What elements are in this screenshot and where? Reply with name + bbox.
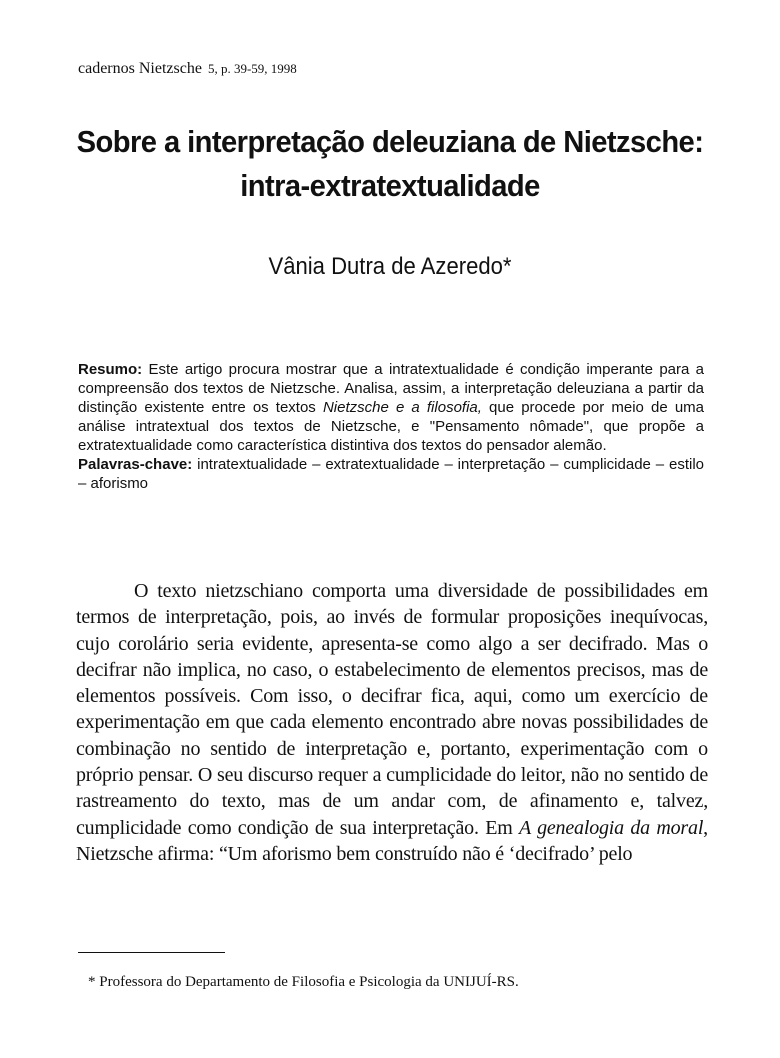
abstract-label: Resumo: xyxy=(78,361,143,378)
article-title xyxy=(61,120,719,208)
journal-name: cadernos Nietzsche xyxy=(78,60,202,77)
abstract-text-2: que procede por meio de uma análise intratextual dos textos de Nietzsche, e "Pensamento nômade", que propõe a extratextualidade como característica distintiva dos textos do pensador alemão. xyxy=(78,399,704,454)
title-line-1: Sobre a interpretação deleuziana de Nietzsche: xyxy=(76,124,704,159)
keywords-text: intratextualidade – extratextualidade – interpretação – cumplicidade – estilo – aforismo xyxy=(78,456,704,492)
footnote: * Professora do Departamento de Filosofia e Psicologia da UNIJUÍ-RS. xyxy=(88,974,519,990)
running-head xyxy=(78,60,297,78)
abstract xyxy=(78,360,704,493)
abstract-paragraph xyxy=(78,360,704,455)
author-name: Vânia Dutra de Azeredo* xyxy=(268,253,512,280)
abstract-italic-title: Nietzsche e a filosofia, xyxy=(322,399,482,416)
body-paragraph xyxy=(76,578,708,867)
issue-info: 5, p. 39-59, 1998 xyxy=(207,61,297,76)
abstract-text-1: Este artigo procura mostrar que a intratextualidade é condição imperante para a compreensão dos textos de Nietzsche. Analisa, assim, a interpretação deleuziana a partir da distinção existente entre os textos xyxy=(78,361,704,416)
title-line-2: intra-extratextualidade xyxy=(240,168,540,203)
body-text xyxy=(76,578,708,867)
body-text-part-2: , Nietzsche afirma: “Um aforismo bem construído não é ‘decifrado’ pelo xyxy=(76,816,708,865)
keywords-label: Palavras-chave: xyxy=(78,456,193,473)
body-text-part-1: O texto nietzschiano comporta uma diversidade de possibilidades em termos de interpretação, pois, ao invés de formular proposições inequívocas, cujo corolário seria evidente, apresenta-se como algo a ser decifrado. Mas o decifrar não implica, no caso, o estabelecimento de elementos precisos, mas de elementos possíveis. Com isso, o decifrar fica, aqui, como um exercício de experimentação em que cada elemento encontrado abre novas possibilidades de combinação no sentido de interpretação e, portanto, experimentação com o próprio pensar. O seu discurso requer a cumplicidade do leitor, não no sentido de rastreamento do texto, mas de um andar com, de afinamento e, talvez, cumplicidade como condição de sua interpretação. Em xyxy=(76,580,708,839)
keywords xyxy=(78,455,704,493)
footnote-rule xyxy=(78,952,225,953)
body-italic-title: A genealogia da moral xyxy=(519,816,704,839)
